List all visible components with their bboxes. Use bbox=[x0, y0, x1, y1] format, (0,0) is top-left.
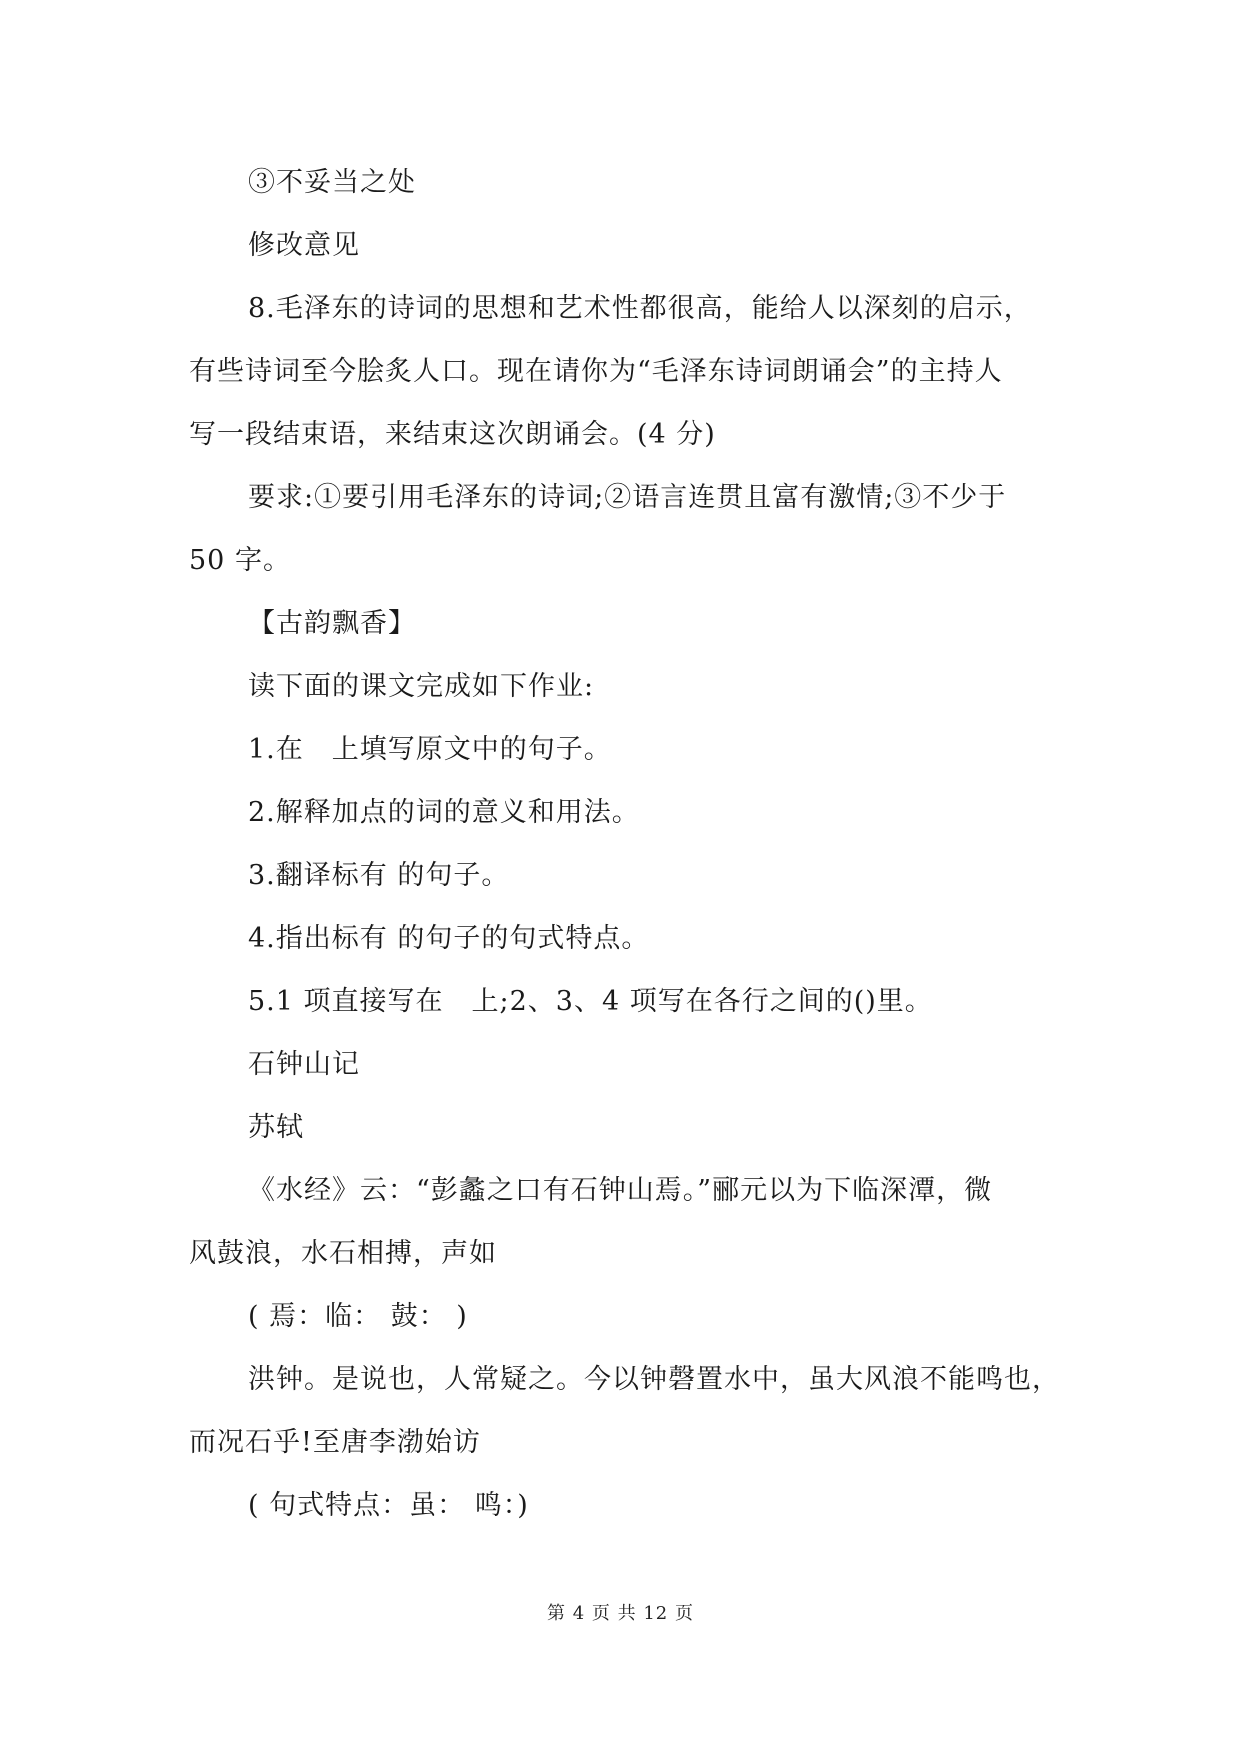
text-line-1: ③不妥当之处 bbox=[248, 167, 416, 198]
requirements-line-2: 50 字。 bbox=[189, 545, 291, 576]
essay-line-1: 《水经》云：“彭蠡之口有石钟山焉。”郦元以为下临深潭，微 bbox=[248, 1175, 993, 1206]
instruction-line: 读下面的课文完成如下作业: bbox=[248, 671, 595, 702]
task-2: 2.解释加点的词的意义和用法。 bbox=[248, 797, 640, 828]
section-heading: 【古韵飘香】 bbox=[248, 608, 416, 639]
annotation-line-1: ( 焉：临： 鼓： ) bbox=[248, 1301, 468, 1332]
essay-author: 苏轼 bbox=[248, 1112, 304, 1143]
requirements-line-1: 要求:①要引用毛泽东的诗词;②语言连贯且富有激情;③不少于 bbox=[248, 482, 1007, 513]
question-8-line-3: 写一段结束语，来结束这次朗诵会。(4 分) bbox=[189, 419, 716, 450]
question-8-line-2: 有些诗词至今脍炙人口。现在请你为“毛泽东诗词朗诵会”的主持人 bbox=[189, 356, 1003, 387]
task-3: 3.翻译标有 的句子。 bbox=[248, 860, 510, 891]
essay-title: 石钟山记 bbox=[248, 1049, 360, 1080]
annotation-line-2: ( 句式特点：虽： 鸣：) bbox=[248, 1490, 529, 1521]
essay-line-4: 而况石乎!至唐李渤始访 bbox=[189, 1427, 481, 1458]
essay-line-2: 风鼓浪，水石相搏，声如 bbox=[189, 1238, 497, 1269]
essay-line-3: 洪钟。是说也，人常疑之。今以钟磬置水中，虽大风浪不能鸣也， bbox=[248, 1364, 1060, 1395]
page-footer: 第 4 页 共 12 页 bbox=[547, 1603, 694, 1624]
question-8-line-1: 8.毛泽东的诗词的思想和艺术性都很高，能给人以深刻的启示， bbox=[248, 293, 1032, 324]
text-line-2: 修改意见 bbox=[248, 230, 360, 261]
task-4: 4.指出标有 的句子的句式特点。 bbox=[248, 923, 650, 954]
task-1: 1.在 上填写原文中的句子。 bbox=[248, 734, 612, 765]
task-5: 5.1 项直接写在 上;2、3、4 项写在各行之间的()里。 bbox=[248, 986, 933, 1017]
